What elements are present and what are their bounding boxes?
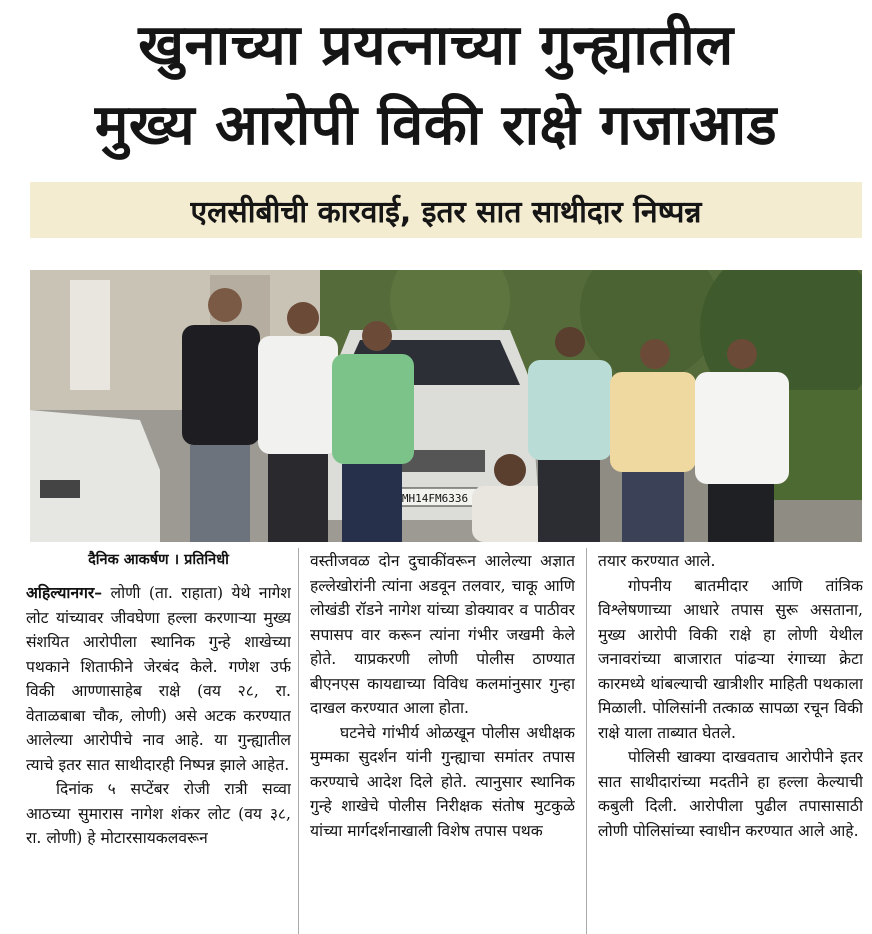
- article-column-3: [598, 549, 863, 934]
- article-paragraph-5: तयार करण्यात आले.: [598, 552, 716, 570]
- byline: दैनिक आकर्षण । प्रतिनिधी: [88, 552, 229, 568]
- subheadline-bar: [30, 182, 862, 238]
- article-text-1: लोणी (ता. राहाता) येथे नागेश लोट यांच्यावर जीवघेणा हल्ला करणाऱ्या मुख्य संशयित आरोपीला स्थानिक गुन्हे शाखेच्या पथकाने शिताफीने जेरबंद केले. गणेश उर्फ विकी आण्णासाहेब राक्षे (वय २८, रा. वेताळबाबा चौक, लोणी) असे अटक करण्यात आलेल्या आरोपीचे नाव आहे. या गुन्ह्यातील त्याचे इतर सात साथीदारही निष्पन्न झाले आहेत.: [26, 584, 291, 774]
- person-2: [258, 302, 338, 542]
- dateline: अहिल्यानगर–: [26, 583, 103, 602]
- column-rule-1: [298, 548, 299, 934]
- article-paragraph-2: दिनांक ५ सप्टेंबर रोजी रात्री सव्वा आठच्या सुमारास नागेश शंकर लोट (वय ३८, रा. लोणी) हे मोटारसायकलवरून: [26, 780, 291, 847]
- article-column-1: [26, 549, 291, 934]
- car-number-plate: MH14FM6336: [401, 492, 469, 505]
- headline-line-1: खुनाच्या प्रयत्नाच्या गुन्ह्यातील: [138, 13, 734, 78]
- article-paragraph-4: घटनेचे गांभीर्य ओळखून पोलीस अधीक्षक मुम्मका सुदर्शन यांनी गुन्ह्याचा समांतर तपास करण्याचे आदेश दिले होते. त्यानुसार स्थानिक गुन्हे शाखेचे पोलीस निरीक्षक संतोष मुटकुळे यांच्या मार्गदर्शनाखाली विशेष तपास पथक: [310, 723, 575, 840]
- article-paragraph-1: [26, 581, 291, 777]
- article-column-2: [310, 549, 575, 934]
- person-1: [182, 288, 260, 542]
- news-photo-illustration: [30, 270, 862, 542]
- article-paragraph-7: पोलिसी खाक्या दाखवताच आरोपीने इतर सात साथीदारांच्या मदतीने हा हल्ला केल्याची कबुली दिली. आरोपीला पुढील तपासासाठी लोणी पोलिसांच्या स्वाधीन करण्यात आले आहे.: [598, 748, 863, 840]
- article-paragraph-6: गोपनीय बातमीदार आणि तांत्रिक विश्लेषणाच्या आधारे तपास सुरू असताना, मुख्य आरोपी विकी राक्षे हा लोणी येथील जनावरांच्या बाजारात पांढऱ्या रंगाच्या क्रेटा कारमध्ये थांबल्याची खात्रीशीर माहिती पथकाला मिळाली. पोलिसांनी तत्काळ सापळा रचून विकी राक्षे याला ताब्यात घेतले.: [598, 576, 863, 742]
- subheadline: एलसीबीची कारवाई, इतर सात साथीदार निष्पन्न: [190, 194, 702, 230]
- article-paragraph-3: वस्तीजवळ दोन दुचाकींवरून आलेल्या अज्ञात हल्लेखोरांनी त्यांना अडवून तलवार, चाकू आणि लोखंडी रॉडने नागेश यांच्या डोक्यावर व पाठीवर सपासप वार करून त्यांना गंभीर जखमी केले होते. याप्रकरणी लोणी पोलीस ठाण्यात बीएनएस कायद्याच्या विविध कलमांनुसार गुन्हा दाखल करण्यात आला होता.: [310, 552, 575, 717]
- news-photo: [30, 270, 862, 542]
- person-3: [332, 321, 414, 542]
- headline-line-2: मुख्य आरोपी विकी राक्षे गजाआड: [94, 93, 778, 158]
- car-badge: CRETA: [422, 475, 448, 484]
- column-rule-2: [586, 548, 587, 934]
